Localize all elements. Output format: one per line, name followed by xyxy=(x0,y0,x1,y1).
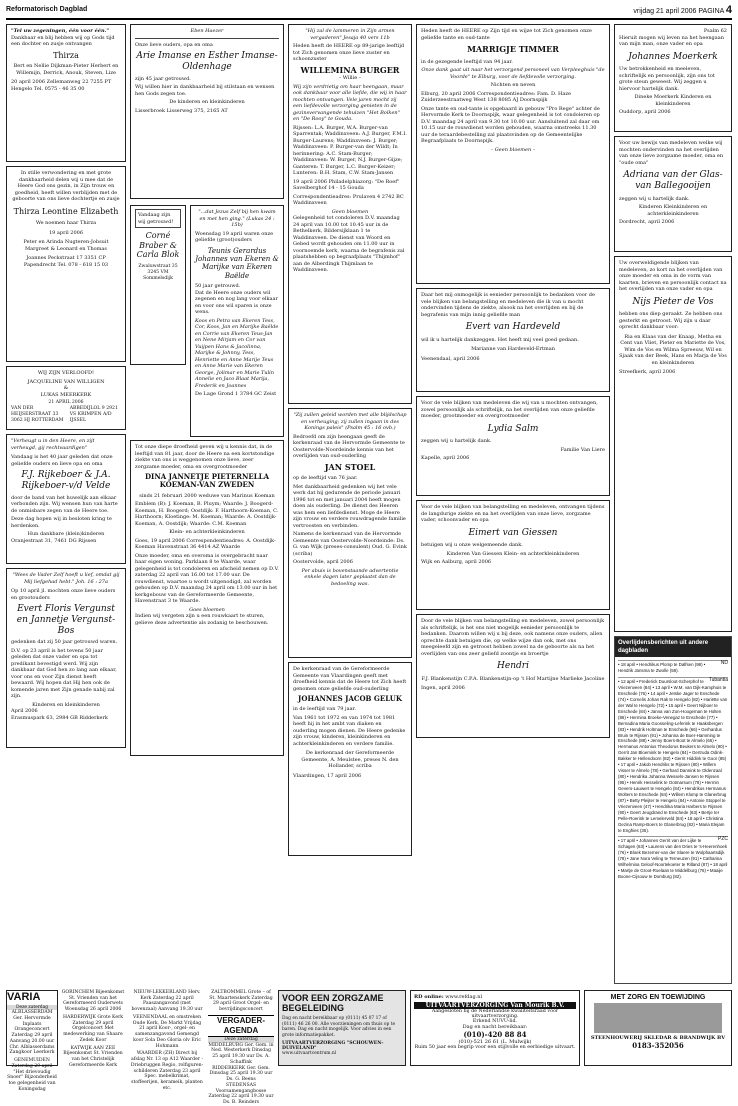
headstone-image xyxy=(594,1003,722,1033)
rd-online: RD online: www.refdag.nl xyxy=(414,994,483,1000)
ad-zorgzame-begeleiding: VOOR EEN ZORGZAME BEGELEIDING Dag en nacht bereikbaar op (0111) 45 07 17 of (0111) 46 26 00. Alle voorzieningen om thuis op te baren. Dag en nacht mogelijk. Voor advies in een grote informatiepakket. UITVAARTVERZORGING "SCHOUWEN-DUIVELAND" www.uitvaartcentrum.nl xyxy=(278,990,406,1066)
obituary-stoel: "Zij zullen geleid worden met alle blijdschap en verheuging; zij zullen ingaan in des Konings paleis" (Psalm 45 : 16 ovb.) Bedroefd om zijn heengaan geeft de kerkenraad van de Hervormde Gemeente te Oostervolde-Noordeinde kennis van het overlijden van oud-ouderling JAN STOEL op de leeftijd van 76 jaar. Met dankbaarheid gedenken wij het vele werk dat hij gedurende de periode januari 1996 tot en met januari 2004 heeft mogen doen als ouderling. De dienst des Heeren was hem een liefdedienst. Moge de Heere zijn vrouw en verdere rouwdragende familie vertroosten en verbinden. Namens de kerkenraad van de Hervormde Gemeente van Oostervolde-Noordeinde: Ds. G. van Wijk (preses-consulent) Oud. G. Evink (scriba) Oostervolde, april 2006 Per abuis is bovenstaande advertentie enkele dagen later geplaatst dan de bedoeling was. xyxy=(288,408,412,658)
rd-online-link[interactable]: www.refdag.nl xyxy=(445,994,483,1000)
engagement-notice: WIJ ZIJN VERLOOFD! JACQUELINE VAN WILLIGEN & LUKAS MEERKERK 21 APRIL 2006 VAN DER HEIJSERSTRAAT 33 3062 HJ ROTTERDAM ABBEDIJLOL 9 2921 VS KRIMPEN A/D IJSSEL xyxy=(6,366,126,430)
page-header xyxy=(6,4,732,20)
section-pzc: PZC xyxy=(618,836,728,837)
thanks-salm: Voor de vele blijken van medeleven die wij van u mochten ontvangen, zowel persoonlijk als schriftelijk, na het overlijden van onze geliefde moeder, grootmoeder en overgrootmoeder Lydia Salm zeggen wij u hartelijk dank. Familie Van Liere Kapelle, april 2006 xyxy=(416,396,610,496)
obituaries-other-papers: Overlijdensberichten uit andere dagbladen ND • 18 april • Hendrikus Plomp te Dalfsen (98) • Hendrik Jansma te Zwolle (59). Tubantia • 12 april • Frederick Duursloot-Scherphof te Vriezenveen (84) • 13 april • W.M. van Dijk-Kamphuis te Enschede (76) • 14 april • Jetske Jager te Enschede (74) • Cornelis Johan Rak te Hengelo (82) • Hariëtte van der Wal te Hengelo (72) • 15 april • Geert Nijboer te Enschede (84) • Janna van Zon-Hoogeman te Holten (86) • Hermina Broeke-Venegaz te Enschede (77) • Bernadina Maria Goosseling-Leferink te Haaksbergen (83) • Hendrik Holtman te Enschede (66) • Gerhardus Bruin te Rijssen (91) • Johanna de Boer-Hamming te Enschede (88) • Jenny Boers-Boot te Almelo (66) • Hermanus Antonius Theodorus Beukers te Almelo (90) • Gerrit Jan Bloemink te Hengelo (84) • Gertruda Odink-Bakker te Hellendoorn (82) • Gerrit Hiddink te Goor (85) • 17 april • Jakob Hendriks te Rijssen (80) • Willem Visser te Almelo (78) • Gerhard Dannink te Oldenzaal (80) • Hendrika Johanna Wessels-Jansen te Rijssen (95) • Henrik Hesselink te Ootmarsum (78) • Hermin Gevers-Lauwert te Hengelo (84) • Hendrikus Hermanus Wolters te Enschede (84) • Willem Klomp te Glanerbrug (87) • Betty Pleijter te Hengelo (84) • Antonie Stoppel te Vriezenveen (47) • Hendrika Maria Harbers te Rijssen (90) • Geert Jeugdrand te Enschede (63) • Bertje ter Pelle-Roerink te Lemelerveld (84) • 18 april • Christina Gezina Ramp-Boers te Glanerbrug (82) • Maria Elejam te Enghies (35). PZC • 17 april • Johannes Gerrit van der Lijke te Schagen (63) • Laurens van den Dries te 's-Heerenhoek (76) • Bloek Bezemer-van der Slaere te Wolphaartsdijk (78) • Jane Nora Veling te Terneuzen (91) • Catharina Wilhelmina Geloof-Noortekoeter te Rilland (87) • 18 april • Martje de Groot-Roelaan te Middelburg (76) • Maaije Boone-Cijsouw te Domburg (82). xyxy=(614,636,732,984)
obituary-burger: "Hij zal de lammeren in Zijn armen vergaderen" Jesaja 40 vers 11b Heden heeft de HEERE op 89-jarige leeftijd tot Zich genomen onze lieve zuster en schoonzuster WILLEMINA BURGER – Willie – Wij zijn verdrietig om haar heengaan, maar ook dankbaar voor alle liefde, die wij in haar mochten ontvangen. Vele jaren mocht zij een liefdevolle verzorging genieten in de gezinsvervangende tehuizen "Het Bolken" en "De Rooy" te Gouda. Rijssen: L.A. Burger, W.A. Burger-van Sparrentak; Waddinxveen: A.J. Burger, F.M.I. Burger-Laurens; Waddinxveen: J. Burger; Waddinxveen: P. Burger-van der Wildt; In herinnering: A.C. Stam-Burger; Waddinxveen: W. Burger, N.J. Burger-Gijze; Ganteren: T. Burger, L.C. Burger-Keizer; Lunteren: B.H. Stam, C.W. Stam-Jansen 19 april 2006 Philadelphiazorg: "De Roef" Savelberghof 14 - 15 Gouda Correspondentieadres: Prulaven 4 2742 BC Waddinxveen Geen bloemen Gelegenheid tot condoleren D.V. maandag 24 april van 10.00 tot 10.45 uur in de Bethelkerk, Bildersijklaan 1 te Waddinxveen. De dienst van Woord en Gebed wordt gehouden om 11.00 uur in voornoemde kerk, waarna de begrafenis zal plaatshebben op begraafplaats "Thijmhof" aan de Alberdingk Thijmlaan te Waddinxveen. xyxy=(288,24,412,404)
birth-notice-leontine: In stille verwondering en met grote dankbaarheid delen wij u mee dat de Heere God ons gezin, in Zijn trouw en goedheid, heeft willen verblijden met de geboorte van ons lieve dochtertje en zusje Thirza Leontine Elizabeth We noemen haar Thirza 19 april 2006 Peter en Arinda Nugteren-Jobsuit Margreet & Leonard en Thomas Joannes Peckstraat 17 3351 CP Papendrecht Tel. 078 - 618 15 03 xyxy=(6,166,126,362)
event-lekkerland: NIEUW-LEKKERLAND Herv. Kerk Zaterdag 22 april Paaszangavond (met bovenzaal) Aanvang 19.30 uur VEENENDAAL en omstreken Oude Kerk, De Markt Vrijdag 21 april Koor-, orgel- en samenzangavond Gemengd koor Sola Deo Gloria olv Eric Hohmann WAARDER (ZH) Direct bij afslag Nr. 13 op A12 Waarder - Driebruggen Regio, rolfiguren-schilderen Zaterdag 23 april Spec. mebelkrimat, stoffeerijen, kerameik, planten etc. xyxy=(130,990,204,1091)
page-date: vrijdag 21 april 2006 PAGINA 4 xyxy=(633,4,732,16)
thanks-moerkerk: Psalm 62 Hieruit mogen wij leven na het heengaan van mijn man, onze vader en opa Johannes Moerkerk Uw betrokkenheid en meeleven, schriftelijk en persoonlijk, zijn ons tot grote steun geweest. Wij zeggen u hiervoor hartelijk dank. Dineke Moerkerk Kinderen en kleinkinderen Ouddorp, april 2006 xyxy=(614,24,732,132)
paper-name: Reformatorisch Dagblad xyxy=(6,6,88,13)
thanks-ballegooijen: Voor uw bewijs van medeleven welke wij mochten ondervinden na het overlijden van onze lieve zorgzame moeder, oma en "oude oma" Adriana van der Glas-van Ballegooijen zeggen wij u hartelijk dank. Kinderen Kleinkinderen en achterkleinkinderen Dordrecht, april 2006 xyxy=(614,136,732,252)
birth-notice-thirza: "Tel uw zegeningen, één voor één." Dankbaar en blij hebben wij op Gods tijd een dochter en zusje ontvangen Thirza Bert en Nellie Dijkman-Pieter Herbert en Willemijn, Derrick, Anouk, Steven, Lize 20 april 2006 Zellemanweg 22 7255 PT Hengelo Tel. 0575 - 46 35 00 xyxy=(6,24,126,162)
anniversary-notice-imanse: Eben Haezer Onze lieve ouders, opa en oma Arie Imanse en Esther Imanse-Oldenhage zijn 45 jaar getrouwd. Wij willen hier in dankbaarheid bij stilstaan en wensen hen Gods zegen toe. De kinderen en kleinkinderen Lisserbroek Lisserweg 375, 2165 AT xyxy=(130,24,284,199)
obituary-koeman: Tot onze diepe droefheid geven wij u kennis dat, in de leeftijd van 81 jaar, door de Heere na een kortstondige ziekte van ons is weggenomen onze lieve, zeer zorgzame moeder, oma en overgrootmoeder DINA JANNETJE PIETERNELLA KOEMAN-VAN ZWEDEN sinds 21 februari 2000 weduwe van Marinus Koeman Emblem (B): J. Koeman, B. Pluym; Waarde: J. Boogerd-Koeman, H. Boogerd; Oostdijk: F. Harthoorn-Koeman, C. Harthoorn; Kloetinge: M. Koeman; Waarde: A. Oostdijk-Koeman, A. Oostdijk; Waarde: C.M. Koeman Klein- en achterkleinkinderen Goes, 19 april 2006 Correspondentieadres: A. Oostdijk-Koeman Havenstraat 36 4414 AZ Waarde Onze moeder, oma en overoma is overgebracht naar haar eigen woning. Parklaan 8 te Waarde, waar gelegenheid is tot condoleren en afscheid nemen op D.V. zaterdag 22 april van 16.00 tot 17.00 uur. De rouwdienst, waartoe u wordt uitgenodigd, zal worden gehouden op D.V. maandag 24 april om 13.00 uur in het kerkgebouw van de Gereformeerde Gemeente, Havenstraat 3 te Waarde. Goes bloemen Indien wij vergeten zijn u een rouwkaart te sturen, gelieve deze advertentie als zodanig te beschouwen. xyxy=(130,440,284,756)
section-tubantia: Tubantia xyxy=(618,677,728,678)
event-gorinchem: GORINCHEM Bijeenkomst St. Vrienden van het Gereformeerd Ouderwets Woensdag 26 april 2006 HARDERWIJK Grote Kerk Zaterdag 29 april Orgelconcert Met medewerking van Shaare Zedek Koor KATWIJK AAN ZEE Bijeenkomst St. Vrienden van het Christelijk Gereformeerde Kerk xyxy=(61,990,125,1068)
anniversary-notice-vergunst: "Wees de Vader Zelf hoeft u lief, omdat gij Mij liefgehad hebt." Joh. 16 : 27a Op 10 april jl. mochten onze lieve ouders en grootouders Evert Floris Vergunst en Jannetje Vergunst-Bos gedenken dat zij 50 jaar getrouwd waren. D.V. op 23 april is het tevens 50 jaar geleden dat onze vader en opa tot predikant bevestigd werd. Wij zijn dankbaar dat God hen zo lang aan elkaar, voor ons en voor Zijn dienst heeft bewaard. Wij hopen dat Hij hen ook de komende jaren met Zijn genade nabij zal zijn. Kinderen en kleinkinderen April 2006 Erasmuspark 63, 2984 GB Ridderkerk xyxy=(6,568,126,748)
section-nd: ND xyxy=(618,660,728,661)
thanks-giessen: Voor de vele blijken van belangstelling en medeleven, ontvangen tijdens de langdurige ziekte en na het overlijden van onze lieve, zorgzame vader, schoonvader en opa Eimert van Giessen betuigen wij u onze welgemeende dank. Kinderen Van Giessen Klein- en achterkleinkinderen Wijk en Aalburg, april 2006 xyxy=(416,500,610,610)
obituary-geluk: De kerkenraad van de Gereformeerde Gemeente van Vlaardingen geeft met droefheid kennis dat de Heere tot Zich heeft genomen onze geliefde oud-ouderling JOHANNES JACOB GELUK in de leeftijd van 79 jaar. Van 1961 tot 1972 en van 1974 tot 1981 heeft hij in het ambt van diaken en ouderling mogen dienen. De Heere gedenke zijn vrouw, kinderen, kleinkinderen en achterkleinkinderen en verdere familie. De kerkenraad der Gereformeerde Gemeente, A. Meulstee, preses N. den Hollander, scriba Vlaardingen, 17 april 2006 xyxy=(288,662,412,856)
wedding-notice-braber: Vandaag zijn wij getrouwd! Corné Braber & Carla Blok Zwaluwstraat 35 3245 VM Sommelsdijk xyxy=(130,205,186,365)
anniversary-notice-van-ekeren: "...dat Jezus Zelf bij hen kwam en met hen ging." (Lukas 24 : 15b) Woensdag 19 april waren onze geliefde (groot)ouders Teunis Gerardus Johannes van Ekeren & Marijke van Ekeren Baëlde 50 jaar getrouwd. Dat de Heere onze ouders wil zegenen en nog lang voor elkaar en voor ons wil sparen is onze wens. Koos en Petra van Ekeren Tess, Cor, Koos, Jan en Marijke Baëlde en Corrie van Ekeren Teus-Jan en Nene Mirjam en Cor van Vuijpen Hans & Jacolinna, Marijke & Johnny, Tess, Henriette en Anne Marije Teus en Anne Marie van Ekeren George, Jolimar en Marie Tulin Annelie en Jaco Blaat Marija, Frederik en Joannes De Lage Grond 1 3784 GC Zeist xyxy=(190,205,284,437)
vergader-agenda: ZALTBOMMEL Grote – of St. Maartenskerk Zaterdag 29 april Groot Orgel- en bevrijdingsconcert VERGADER-AGENDA Deze zaterdag MIDDELBURG Ger. Gem. in Ned. Westerkerk Dinsdag 25 april 19.30 uur Ds. A. Schaffink RIDDERKERK Ger. Gem. Dinsdag 25 april 19.30 uur Ds. G. Beens STEDENSAS Voorsamengangbosse Zaterdag 22 april 19.30 uur Ds. B. Reinders xyxy=(208,990,274,1106)
ad-van-mourik: RD online: www.refdag.nl UITVAARTVERZORGING Van Mourik B.V. Aangesloten bij de Nederlandse kwaliteitsraad voor uitvaartverzorging. Erkend NUVU-lid. Dag en nacht bereikbaar: (010)-420 88 84 (010)-521 26 61 (L. Mulwijk) Ruim 50 jaar een begrip voor een stijlvolle en eerbiedige uitvaart. xyxy=(410,990,580,1066)
thanks-hardeveld: Daar het mij onmogelijk is eenieder persoonlijk te bedanken voor de vele blijken van belangstelling en medeleven die ik van u mocht ondervinden tijdens de ziekte, alsook na het overlijden en bij de begrafenis van mijn innig geliefde man Evert van Hardeveld wil ik u hartelijk dankzeggen. Het heeft mij veel goed gedaan. Marianne van Hardeveld-Ertman Veenendaal, april 2006 xyxy=(416,288,610,392)
varia-column: VARIA Deze zaterdag ALBLASSERDAM Ger. Hervormde Inplaats Orangeconcert Zaterdag 29 april Aanvang 20.00 uur Chr. Alblasserdams Zangkoor Leerkerk GENEMUIDEN Zaterdag 29 april "Het drievoudig Snoer" Bijzonderheid toe gelegenheid van Koningsdag xyxy=(7,991,57,1092)
obituary-timmer: Heden heeft de HEERE op Zijn tijd en wijze tot Zich genomen onze geliefde tante en oud-tante MARRIGJE TIMMER in de gezegende leeftijd van 94 jaar. Onze dank gaat uit naar het verzorgend personeel van Verpleeghuis "de Voorde" te Elburg, voor de liefdevolle verzorging. Nichten en neven Elburg, 20 april 2006 Correspondentieadres: Fam. D. Haze Zuiderzeestraatweg West 138 8085 AJ Doornspijk Onze tante en oud-tante is opgebaard in gebouw "Pro Rege" achter de Hervormde Kerk te Doornspijk, waar gelegenheid is tot condoleren op D.V. maandag 24 april van 9.30 tot 10.00 uur. Aansluitend zal daar om 10.15 uur de rouwdienst worden gehouden, waarna omstreeks 11.30 uur de teraardebestelling zal plaatsvinden op de Gemeentelijke Begraafplaats te Doornspijk. – Geen bloemen – xyxy=(416,24,610,284)
ad-steenhouwerij: MET ZORG EN TOEWIJDING STEENHOUWERIJ SKLEDAR & BRANDWIJK BV 0183-352056 xyxy=(584,990,732,1066)
anniversary-notice-rijkeboer: "Verheugt u in den Heere, en zijt verheugd, gij rechtvaardigen" Vandaag is het 40 jaar geleden dat onze geliefde ouders en lieve opa en oma F.J. Rijkeboer & J.A. Rijkeboer-v/d Velde door de band van het huwelijk aan elkaar verbonden zijn. Wij wensen hun van harte de onmisbare zegen van de Heere toe. Deze dag hopen wij in besloten kring te herdenken. Hun dankbare (klein)kinderen Oranjestraat 31, 7461 DG Rijssen xyxy=(6,434,126,564)
obituaries-list-title: Overlijdensberichten uit andere dagbladen xyxy=(615,637,731,657)
thanks-de-vos: Uw overweldigende blijken van medeleven, zo kort na het overlijden van onze moeder en oma in de vorm van kaarten, brieven en persoonlijk contact na het overlijden van onze vader en opa Nijs Pieter de Vos hebben ons diep geraakt. Ze hebben ons gesterkt en getroost. Wij zijn u daar oprecht dankbaar voor: Ria en Klaas van der Knaap, Metha en Cent van Vliet, Pieter en Mariette de Vos, Wim de Vos en Wilma Spreeuw, Wil en Sjaak van der Beek, Hans en Marja de Vos en kleinkinderen Streefkerk, april 2006 xyxy=(614,256,732,632)
thanks-hendri: Door de vele blijken van belangstelling en medeleven, zowel persoonlijk als schriftelijk, is het ons niet mogelijk eenieder persoonlijk te bedanken. Daarom willen wij u bij deze, ook namens onze ouders, allen oprechte dank betuigen die, op welke wijze dan ook, met ons meegeleefd zijn en getroost hebben zowel na de geboorte als na het overlijden van ons zeer geliefd zoontje en broertje Hendri F.J. Blankenstijn C.P.A. Blankenstijn-op 't Hof Martijne Marlieke Jacoline Ingen, april 2006 xyxy=(416,614,610,738)
